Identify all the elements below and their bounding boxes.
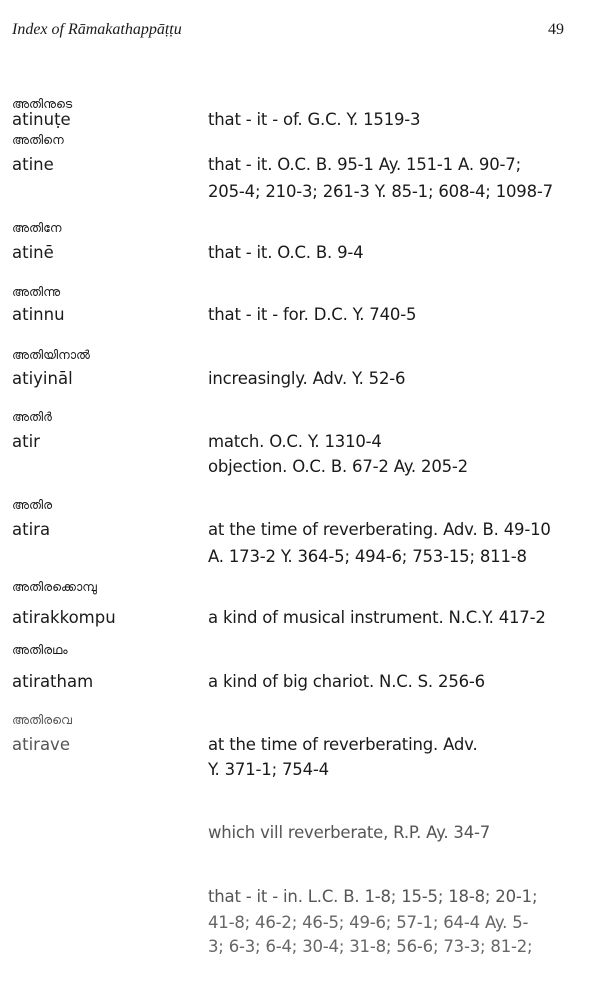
malayalam-headword: അതിന്നു bbox=[12, 284, 61, 299]
malayalam-headword: അതിര bbox=[12, 497, 53, 512]
transliterated-headword: atine bbox=[12, 155, 54, 174]
transliterated-headword: atirave bbox=[12, 735, 70, 754]
malayalam-headword: അതിനുടെ bbox=[12, 96, 73, 111]
definition-line: 41-8; 46-2; 46-5; 49-6; 57-1; 64-4 Ay. 5- bbox=[208, 913, 529, 932]
malayalam-headword: അതിയിനാൽ bbox=[12, 347, 90, 362]
definition-line: A. 173-2 Y. 364-5; 494-6; 753-15; 811-8 bbox=[208, 547, 527, 566]
malayalam-headword: അതിരക്കൊമ്പു bbox=[12, 579, 97, 594]
malayalam-headword: അതിർ bbox=[12, 409, 52, 424]
definition-line: at the time of reverberating. Adv. bbox=[208, 735, 478, 754]
transliterated-headword: atir bbox=[12, 432, 40, 451]
definition-line: increasingly. Adv. Y. 52-6 bbox=[208, 369, 406, 388]
transliterated-headword: atinuṭe bbox=[12, 110, 71, 129]
definition-line: a kind of musical instrument. N.C.Y. 417-2 bbox=[208, 608, 546, 627]
transliterated-headword: atiyināl bbox=[12, 369, 73, 388]
definition-line: 205-4; 210-3; 261-3 Y. 85-1; 608-4; 1098-7 bbox=[208, 182, 553, 201]
running-title: Index of Rāmakathappāṭṭu bbox=[12, 21, 182, 38]
malayalam-headword: അതിരവെ bbox=[12, 712, 72, 727]
definition-line: 3; 6-3; 6-4; 30-4; 31-8; 56-6; 73-3; 81-2; bbox=[208, 937, 533, 956]
definition-line: that - it - for. D.C. Y. 740-5 bbox=[208, 305, 417, 324]
definition-line: match. O.C. Y. 1310-4 bbox=[208, 432, 382, 451]
transliterated-headword: atiratham bbox=[12, 672, 94, 691]
transliterated-headword: atirakkompu bbox=[12, 608, 116, 627]
transliterated-headword: atinnu bbox=[12, 305, 65, 324]
definition-line: that - it. O.C. B. 9-4 bbox=[208, 243, 364, 262]
definition-line: at the time of reverberating. Adv. B. 49-10 bbox=[208, 520, 551, 539]
definition-line: that - it - in. L.C. B. 1-8; 15-5; 18-8; 20-1; bbox=[208, 887, 538, 906]
transliterated-headword: atinē bbox=[12, 243, 54, 262]
definition-line: that - it - of. G.C. Y. 1519-3 bbox=[208, 110, 421, 129]
definition-line: a kind of big chariot. N.C. S. 256-6 bbox=[208, 672, 485, 691]
definition-line: Y. 371-1; 754-4 bbox=[208, 760, 329, 779]
definition-line: objection. O.C. B. 67-2 Ay. 205-2 bbox=[208, 457, 468, 476]
malayalam-headword: അതിനേ bbox=[12, 220, 62, 235]
definition-line: that - it. O.C. B. 95-1 Ay. 151-1 A. 90-7; bbox=[208, 155, 521, 174]
page-number: 49 bbox=[548, 21, 564, 38]
malayalam-headword: അതിരഥം bbox=[12, 642, 68, 657]
definition-line: which vill reverberate, R.P. Ay. 34-7 bbox=[208, 823, 491, 842]
transliterated-headword: atira bbox=[12, 520, 51, 539]
malayalam-headword: അതിനെ bbox=[12, 132, 64, 147]
